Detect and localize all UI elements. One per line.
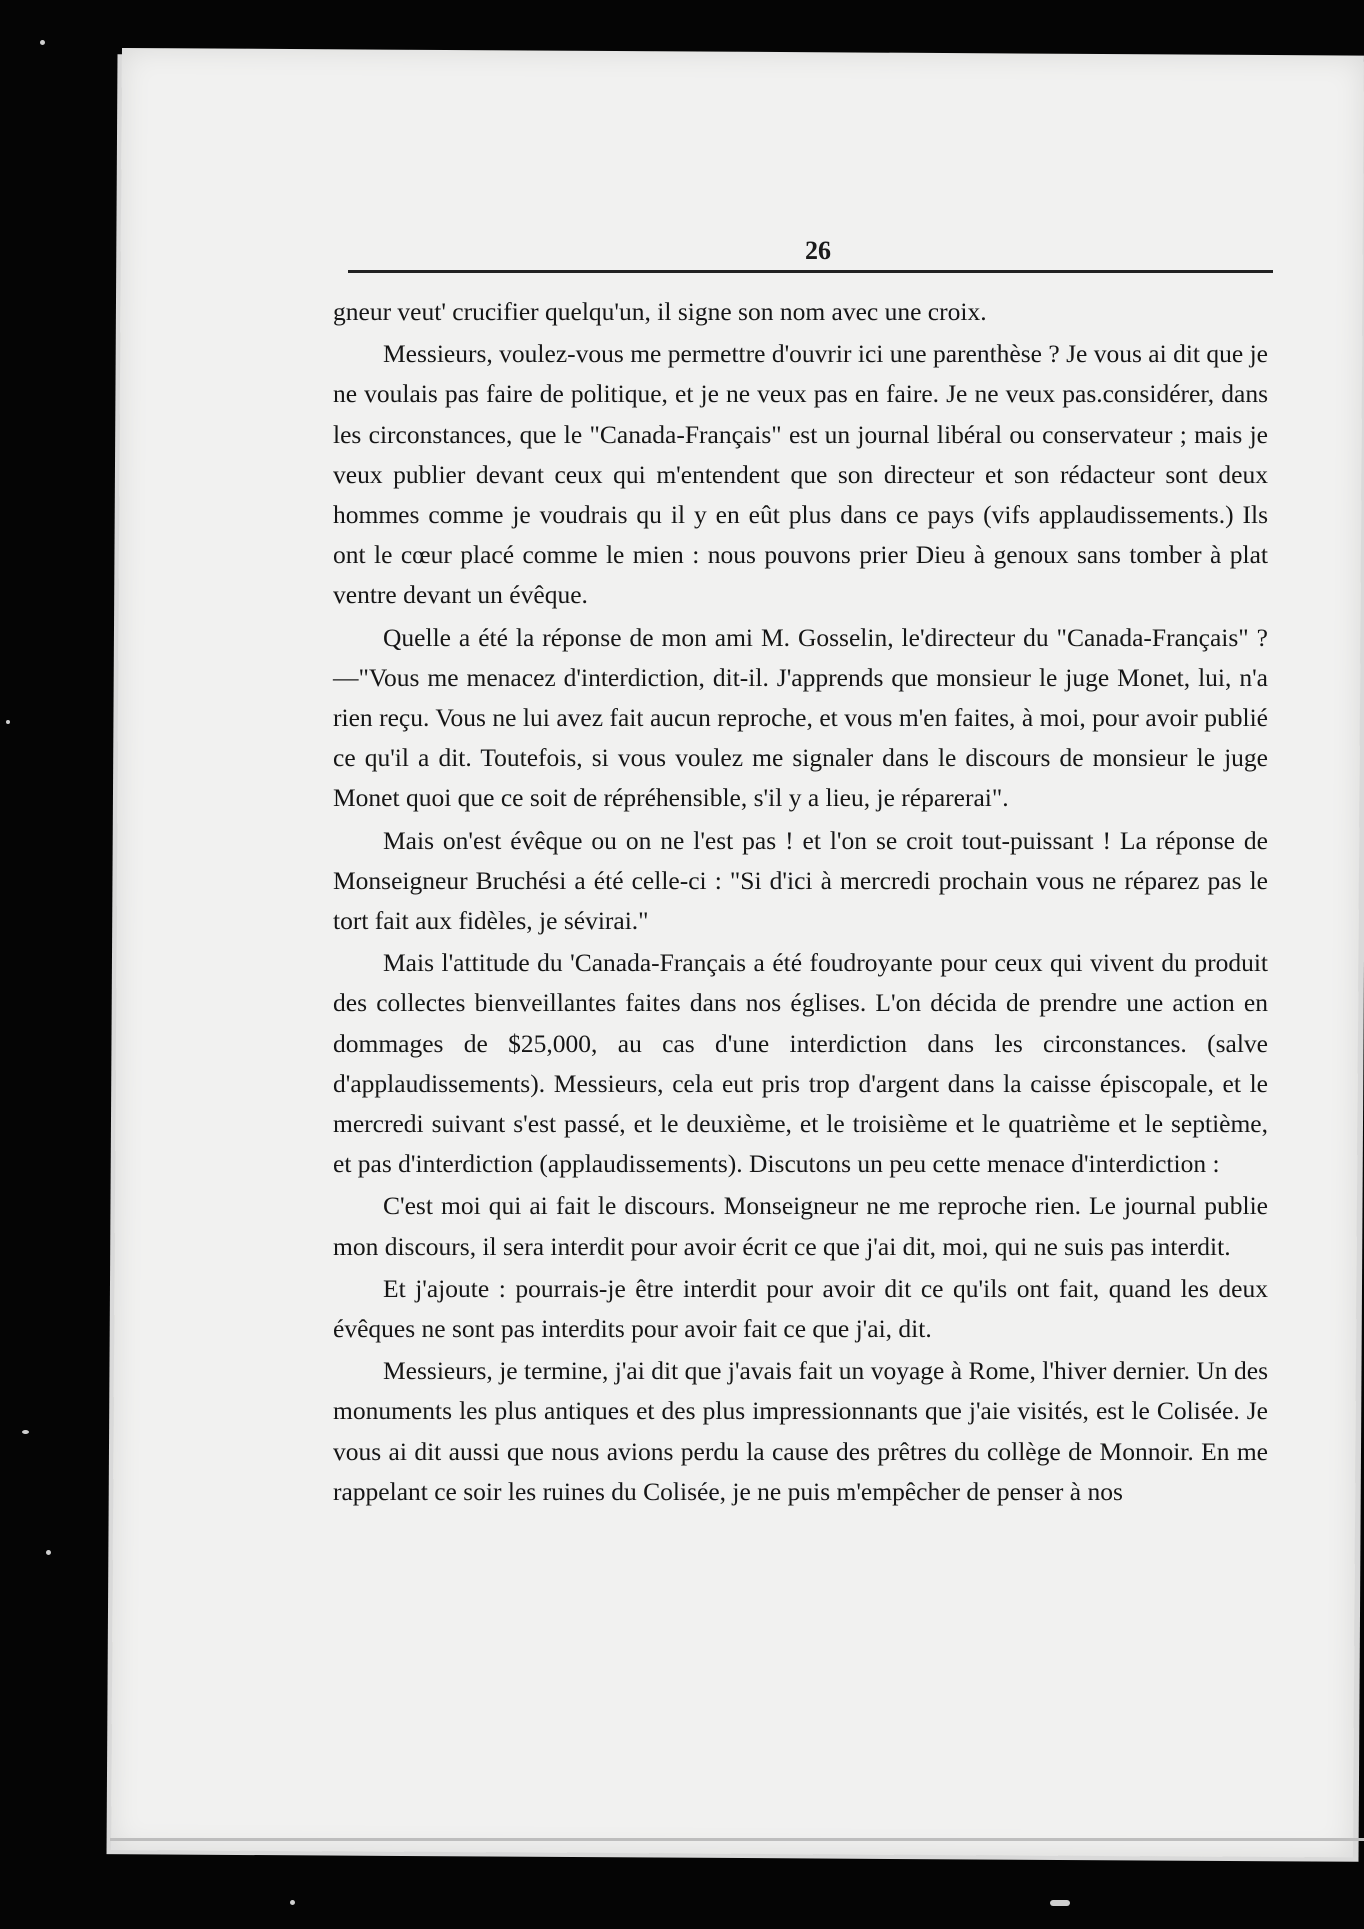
paragraph: Mais on'est évêque ou on ne l'est pas ! et l'on se croit tout-puissant ! La réponse de Monseigneur Bruchési a été celle-ci : "Si d'ici à mercredi prochain vous ne réparez pas le tort fait aux fidèles, je sévirai." [333, 825, 1268, 936]
paragraph-continued: gneur veut' crucifier quelqu'un, il signe son nom avec une croix. [333, 297, 987, 326]
dust-speck [6, 720, 10, 724]
paragraph: Messieurs, voulez-vous me permettre d'ouvrir ici une parenthèse ? Je vous ai dit que je ne voulais pas faire de politique, et je ne veux pas en faire. Je ne veux pas.considérer, dans les circonstances, que le "Canada-Français" est un journal libéral ou conservateur ; mais je veux publier devant ceux qui m'entendent que son directeur et son rédacteur sont deux hommes comme je voudrais qu il y en eût plus dans ce pays (vifs applaudissements.) Ils ont le cœur placé comme le mien : nous pouvons prier Dieu à genoux sans tomber à plat ventre devant un évêque. [333, 339, 1268, 610]
dust-speck [290, 1900, 295, 1905]
dust-speck [46, 1550, 51, 1555]
paragraph: C'est moi qui ai fait le discours. Monseigneur ne me reproche rien. Le journal publie mon discours, il sera interdit pour avoir écrit ce que j'ai dit, moi, qui ne suis pas interdit. [333, 1191, 1268, 1261]
dust-speck [22, 1430, 29, 1434]
paragraph: Mais l'attitude du 'Canada-Français a été foudroyante pour ceux qui vivent du produit des collectes bienveillantes faites dans nos églises. L'on décida de prendre une action en dommages de $25,000, au cas d'une interdiction dans les circonstances. (salve d'applaudissements). Messieurs, cela eut pris trop d'argent dans la caisse épiscopale, et le mercredi suivant s'est passé, et le deuxième, et le troisième et le quatrième et le septième, et pas d'interdiction (applaudissements). Discutons un peu cette menace d'interdiction : [333, 948, 1268, 1179]
dust-speck [1050, 1900, 1070, 1906]
paper-bottom-edge [110, 1838, 1364, 1841]
page-number: 26 [805, 236, 831, 265]
paragraph: Quelle a été la réponse de mon ami M. Gosselin, le'directeur du "Canada-Français" ?—"Vous me menacez d'interdiction, dit-il. J'apprends que monsieur le juge Monet, lui, n'a rien reçu. Vous ne lui avez fait aucun reproche, et vous m'en faites, à moi, pour avoir publié ce qu'il a dit. Toutefois, si vous voulez me signaler dans le discours de monsieur le juge Monet quoi que ce soit de répréhensible, s'il y a lieu, je réparerai". [333, 622, 1268, 813]
paragraph: Et j'ajoute : pourrais-je être interdit pour avoir dit ce qu'ils ont fait, quand les deux évêques ne sont pas interdits pour avoir fait ce que j'ai, dit. [333, 1273, 1268, 1344]
body-text [333, 292, 1268, 1514]
dust-speck [40, 40, 45, 45]
header-rule [348, 270, 1273, 273]
paragraph: Messieurs, je termine, j'ai dit que j'avais fait un voyage à Rome, l'hiver dernier. Un des monuments les plus antiques et des plus impressionnants que j'aie visités, est le Colisée. Je vous ai dit aussi que nous avions perdu la cause des prêtres du collège de Monnoir. En me rappelant ce soir les ruines du Colisée, je ne puis m'empêcher de penser à nos [333, 1356, 1268, 1506]
